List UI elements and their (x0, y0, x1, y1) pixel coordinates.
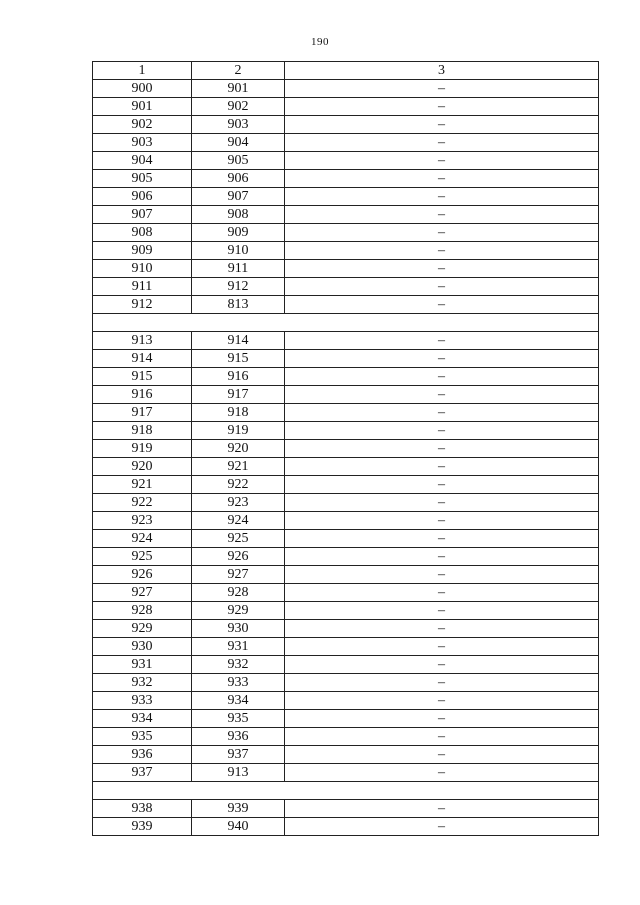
table-cell-col-3: – (285, 764, 599, 782)
table-row (93, 170, 599, 188)
table-cell-col-2: 924 (192, 512, 285, 530)
table-cell-col-3: – (285, 548, 599, 566)
table-cell-col-2: 912 (192, 278, 285, 296)
table-cell-col-1: 938 (93, 800, 192, 818)
table-cell-col-1: 927 (93, 584, 192, 602)
table-row (93, 440, 599, 458)
table-cell-col-2: 901 (192, 80, 285, 98)
table-row (93, 134, 599, 152)
table-row (93, 494, 599, 512)
table-cell-col-1: 906 (93, 188, 192, 206)
table-cell-col-2: 902 (192, 98, 285, 116)
table-cell-col-3: – (285, 710, 599, 728)
table-header (93, 62, 599, 80)
table-cell-col-3: – (285, 458, 599, 476)
table-cell-col-1: 937 (93, 764, 192, 782)
table-cell-col-2: 922 (192, 476, 285, 494)
table-cell-col-3: – (285, 656, 599, 674)
table-cell-col-1: 933 (93, 692, 192, 710)
table-cell-col-2: 907 (192, 188, 285, 206)
table-cell-col-1: 900 (93, 80, 192, 98)
table-cell-col-1: 935 (93, 728, 192, 746)
table-row (93, 566, 599, 584)
table-row (93, 764, 599, 782)
table-cell-col-1: 920 (93, 458, 192, 476)
table-cell-col-2: 911 (192, 260, 285, 278)
table-cell-col-1: 918 (93, 422, 192, 440)
table-cell-col-1: 922 (93, 494, 192, 512)
table-cell-col-2: 927 (192, 566, 285, 584)
table-row (93, 260, 599, 278)
table-cell-col-2: 921 (192, 458, 285, 476)
table-cell-col-3: – (285, 692, 599, 710)
column-header-2: 2 (192, 62, 285, 80)
table-row (93, 476, 599, 494)
table-cell-col-1: 919 (93, 440, 192, 458)
table-row (93, 458, 599, 476)
table-cell-col-2: 905 (192, 152, 285, 170)
table-cell-col-3: – (285, 530, 599, 548)
table-cell-col-2: 939 (192, 800, 285, 818)
table-cell-col-1: 902 (93, 116, 192, 134)
table-cell-col-1: 905 (93, 170, 192, 188)
table-cell-col-2: 913 (192, 764, 285, 782)
table-row (93, 728, 599, 746)
table-cell-col-2: 908 (192, 206, 285, 224)
table-row (93, 80, 599, 98)
table-cell-col-3: – (285, 170, 599, 188)
table-cell-col-2: 918 (192, 404, 285, 422)
table-cell-col-1: 917 (93, 404, 192, 422)
table-row (93, 548, 599, 566)
table-cell-col-2: 923 (192, 494, 285, 512)
table-cell-col-1: 914 (93, 350, 192, 368)
table-cell-col-3: – (285, 80, 599, 98)
table-row (93, 422, 599, 440)
table-cell-col-3: – (285, 818, 599, 836)
table-cell-col-3: – (285, 134, 599, 152)
column-header-3: 3 (285, 62, 599, 80)
table-cell-col-1: 904 (93, 152, 192, 170)
table-cell-col-2: 919 (192, 422, 285, 440)
table-cell-col-2: 928 (192, 584, 285, 602)
table-cell-col-2: 932 (192, 656, 285, 674)
table-cell-col-2: 904 (192, 134, 285, 152)
table-cell-col-1: 921 (93, 476, 192, 494)
table-cell-col-1: 923 (93, 512, 192, 530)
table-row (93, 296, 599, 314)
table-cell-col-3: – (285, 242, 599, 260)
table-row (93, 512, 599, 530)
table-cell-col-3: – (285, 278, 599, 296)
table-row (93, 818, 599, 836)
table-cell-col-1: 931 (93, 656, 192, 674)
table-cell-col-3: – (285, 494, 599, 512)
table-cell-col-1: 924 (93, 530, 192, 548)
table-cell-col-3: – (285, 260, 599, 278)
table-cell-col-2: 903 (192, 116, 285, 134)
table-cell-col-3: – (285, 188, 599, 206)
table-body (93, 80, 599, 836)
table-row (93, 620, 599, 638)
table-row (93, 746, 599, 764)
table-cell-col-2: 931 (192, 638, 285, 656)
table-cell-col-1: 925 (93, 548, 192, 566)
table-cell-col-3: – (285, 404, 599, 422)
group-separator-cell (93, 782, 599, 800)
table-cell-col-3: – (285, 422, 599, 440)
table-row (93, 386, 599, 404)
table-cell-col-2: 925 (192, 530, 285, 548)
table-row (93, 278, 599, 296)
table-cell-col-3: – (285, 206, 599, 224)
table-cell-col-1: 926 (93, 566, 192, 584)
table-row (93, 404, 599, 422)
table-cell-col-3: – (285, 728, 599, 746)
table-cell-col-3: – (285, 386, 599, 404)
table-cell-col-1: 908 (93, 224, 192, 242)
table-row (93, 584, 599, 602)
header-row (93, 62, 599, 80)
table-cell-col-3: – (285, 620, 599, 638)
table-row (93, 800, 599, 818)
table-cell-col-3: – (285, 800, 599, 818)
table-cell-col-1: 913 (93, 332, 192, 350)
table-row (93, 710, 599, 728)
table-cell-col-3: – (285, 332, 599, 350)
table-cell-col-3: – (285, 566, 599, 584)
table-cell-col-3: – (285, 224, 599, 242)
table-cell-col-2: 926 (192, 548, 285, 566)
table-cell-col-2: 930 (192, 620, 285, 638)
table-row (93, 368, 599, 386)
table-cell-col-3: – (285, 602, 599, 620)
table-cell-col-2: 935 (192, 710, 285, 728)
page-number: 190 (311, 36, 329, 48)
table-cell-col-2: 910 (192, 242, 285, 260)
table-cell-col-1: 909 (93, 242, 192, 260)
table-cell-col-1: 903 (93, 134, 192, 152)
table-cell-col-2: 906 (192, 170, 285, 188)
table-cell-col-1: 915 (93, 368, 192, 386)
table-cell-col-3: – (285, 296, 599, 314)
table-cell-col-3: – (285, 350, 599, 368)
table-cell-col-1: 932 (93, 674, 192, 692)
table-cell-col-2: 813 (192, 296, 285, 314)
table-row (93, 674, 599, 692)
group-separator-row (93, 782, 599, 800)
table-row (93, 206, 599, 224)
table-cell-col-3: – (285, 116, 599, 134)
table-cell-col-1: 912 (93, 296, 192, 314)
table-cell-col-1: 916 (93, 386, 192, 404)
table-cell-col-1: 939 (93, 818, 192, 836)
table-row (93, 152, 599, 170)
group-separator-cell (93, 314, 599, 332)
table-row (93, 224, 599, 242)
table-row (93, 188, 599, 206)
column-header-1: 1 (93, 62, 192, 80)
table-row (93, 692, 599, 710)
table-cell-col-2: 937 (192, 746, 285, 764)
table-cell-col-1: 930 (93, 638, 192, 656)
data-table (92, 61, 599, 836)
table-cell-col-1: 928 (93, 602, 192, 620)
table-cell-col-2: 914 (192, 332, 285, 350)
table-cell-col-2: 936 (192, 728, 285, 746)
table-cell-col-3: – (285, 368, 599, 386)
table-row (93, 602, 599, 620)
table-cell-col-1: 929 (93, 620, 192, 638)
table-cell-col-2: 934 (192, 692, 285, 710)
table-row (93, 350, 599, 368)
table-cell-col-3: – (285, 584, 599, 602)
table-row (93, 656, 599, 674)
table-cell-col-3: – (285, 746, 599, 764)
table-cell-col-2: 940 (192, 818, 285, 836)
table-cell-col-1: 907 (93, 206, 192, 224)
table-cell-col-3: – (285, 476, 599, 494)
table-cell-col-3: – (285, 638, 599, 656)
table-cell-col-2: 917 (192, 386, 285, 404)
table-cell-col-1: 911 (93, 278, 192, 296)
table-row (93, 332, 599, 350)
table-row (93, 242, 599, 260)
table-cell-col-3: – (285, 152, 599, 170)
table-cell-col-2: 915 (192, 350, 285, 368)
group-separator-row (93, 314, 599, 332)
table-cell-col-2: 916 (192, 368, 285, 386)
table-cell-col-3: – (285, 512, 599, 530)
table-cell-col-2: 920 (192, 440, 285, 458)
table-cell-col-1: 910 (93, 260, 192, 278)
table-cell-col-3: – (285, 98, 599, 116)
table-row (93, 530, 599, 548)
table-cell-col-1: 901 (93, 98, 192, 116)
table-row (93, 116, 599, 134)
table-cell-col-2: 929 (192, 602, 285, 620)
table-cell-col-2: 933 (192, 674, 285, 692)
table-row (93, 98, 599, 116)
table-cell-col-1: 934 (93, 710, 192, 728)
table-cell-col-2: 909 (192, 224, 285, 242)
table-row (93, 638, 599, 656)
table-cell-col-3: – (285, 674, 599, 692)
table-cell-col-3: – (285, 440, 599, 458)
table-cell-col-1: 936 (93, 746, 192, 764)
